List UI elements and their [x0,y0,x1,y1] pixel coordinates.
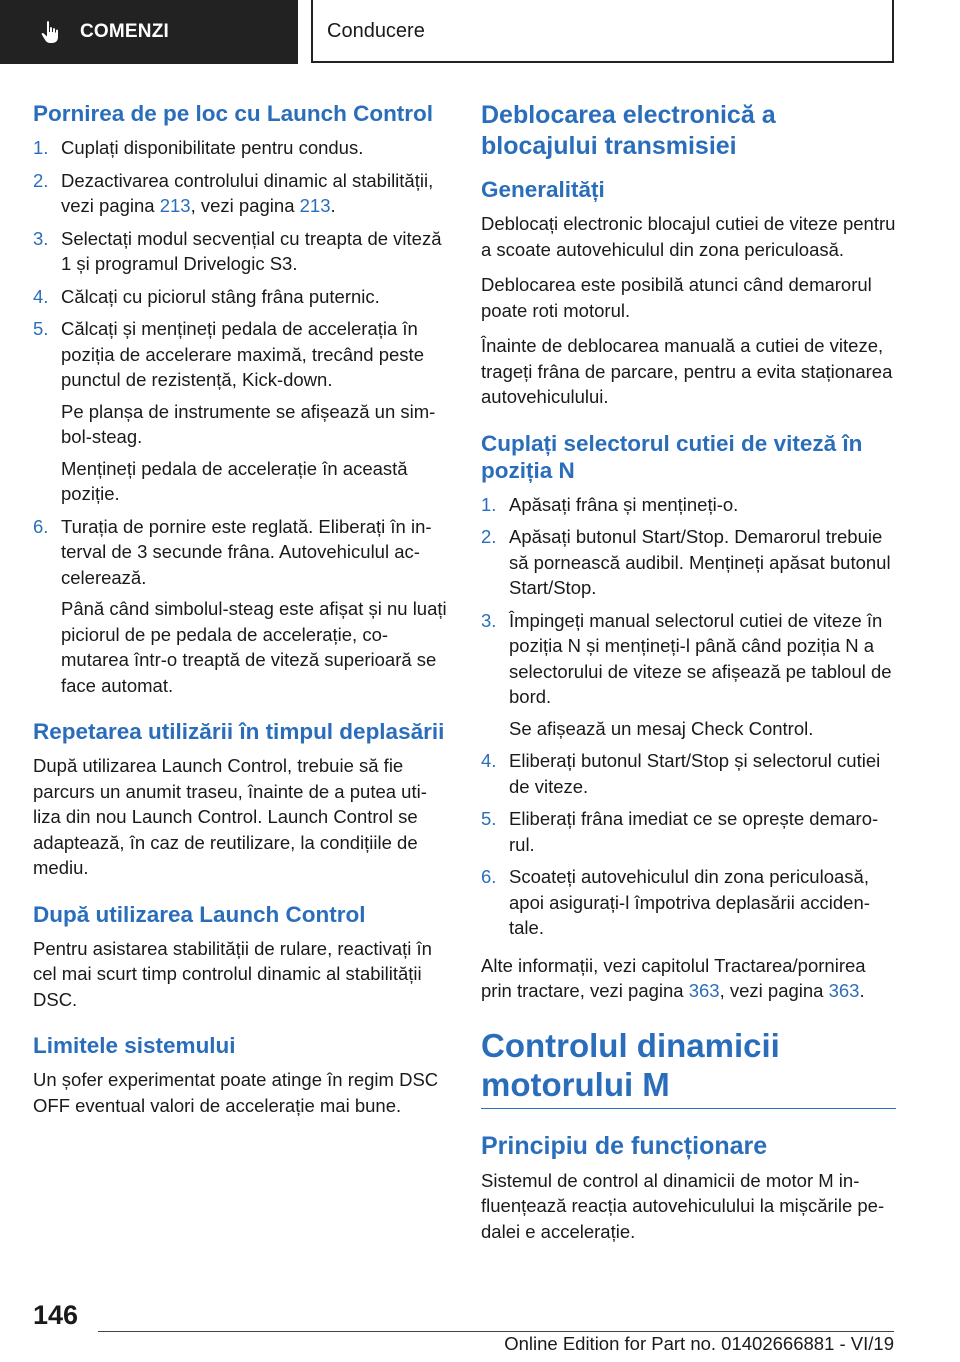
general-p3: Înainte de deblocarea manuală a cutiei de viteze, trageți frâna de parcare, pentru a evita staționarea autovehiculului. [481,335,893,407]
limits-heading: Limitele sistemului [33,1033,236,1058]
general-p2: Deblocarea este posibilă atunci când demarorul poate roti motorul. [481,274,872,321]
list-item: 3. Împingeți manual selectorul cutiei de viteze în poziția N și mențineți-l până când poziția N a selectorului de viteze se afișează pe tabloul de bord. Se afișează un mesaj Check Control. [481,609,892,739]
right-column [481,100,896,1254]
repeat-heading: Repetarea utilizării în timpul deplasării [33,719,445,744]
chapter-heading: Controlul dinamicii motorului M [481,1026,896,1109]
list-item: 5. Eliberați frâna imediat ce se oprește demarorul. [481,808,879,855]
list-item: 4. Călcați cu piciorul stâng frâna puternic. [33,285,380,307]
launch-heading: Pornirea de pe loc cu Launch Control [33,101,434,126]
list-item: 5. Călcați și mențineți pedala de accelerația în poziția de accelerare maximă, trecând peste punctul de rezistență, Kick-down. Pe planșa de instrumente se afișează un simbol-steag. Mențineți pedala de accelerație în această poziție. [33,318,436,504]
after-text: Pentru asistarea stabilității de rulare, reactivați în cel mai scurt timp controlul dinamic al stabilității DSC. [33,937,432,1010]
general-heading: Generalități [481,177,605,202]
principle-heading: Principiu de funcționare [481,1131,768,1160]
list-item: 1. Cuplați disponibilitate pentru condus. [33,137,364,158]
list-item: 6. Scoateți autovehiculul din zona periculoasă, apoi asigurați-l împotriva deplasării accidentale. [481,866,870,938]
list-item: 2. Apăsați butonul Start/Stop. Demarorul trebuie să pornească audibil. Mențineți apăsat butonul Start/Stop. [481,526,891,598]
list-item: 4. Eliberați butonul Start/Stop și selectorul cutiei de viteze. [481,750,881,797]
page-header [0,0,960,66]
left-column [33,100,448,1128]
page-link[interactable]: 363 [828,980,860,1001]
footer-edition: Online Edition for Part no. 01402666881 - VI/19 [504,1333,894,1354]
list-item: 2. Dezactivarea controlului dinamic al stabilității, vezi pagina 213, vezi pagina 213. [33,169,434,216]
page-number: 146 [33,1300,79,1330]
limits-text: Un șofer experimentat poate atinge în regim DSC OFF eventual valori de accelerație mai bune. [33,1069,439,1116]
page-link[interactable]: 363 [688,980,720,1001]
launch-steps [33,135,448,698]
hand-pointer-icon [38,18,66,46]
after-heading: După utilizarea Launch Control [33,901,366,927]
list-item: 3. Selectați modul secvențial cu treapta de viteză 1 și programul Drivelogic S3. [33,227,442,274]
more-info-text: Alte informații, vezi capitolul Tractarea/pornirea prin tractare, vezi pagina 363, vezi pagina 363. [481,954,866,1001]
tab-section[interactable] [311,0,894,63]
repeat-text: După utilizarea Launch Control, trebuie să fie parcurs un anumit traseu, înainte de a putea utiliza din nou Launch Control. Launch Control se adaptează, în caz de reutilizare, la condițiile de mediu. [33,755,427,878]
neutral-heading: Cuplați selectorul cutiei de viteză în poziția N [481,430,863,483]
unlock-heading: Deblocarea electronică a blocajului transmisiei [481,101,776,160]
principle-text: Sistemul de control al dinamicii de motor M influențează reacția autovehiculului la mișcările pedalei e accelerație. [481,1169,885,1242]
neutral-steps [481,492,896,941]
tab-commands[interactable] [0,0,298,64]
page-link[interactable]: 213 [159,195,191,216]
tab-section-label: Conducere [327,20,425,42]
list-item: 6. Turația de pornire este reglată. Eliberați în interval de 3 secunde frâna. Autovehiculul accelerează. Până când simbolul-steag este afișat și nu luați piciorul de pe pedala de accelerație, comutarea într-o treaptă de viteză superioară se face automat. [33,515,447,696]
page-link[interactable]: 213 [299,195,331,216]
footer-divider [98,1331,894,1332]
list-item: 1. Apăsați frâna și mențineți-o. [481,493,739,515]
tab-commands-label: COMENZI [80,21,170,42]
general-p1: Deblocați electronic blocajul cutiei de viteze pentru a scoate autovehiculul din zona periculoasă. [481,213,896,260]
